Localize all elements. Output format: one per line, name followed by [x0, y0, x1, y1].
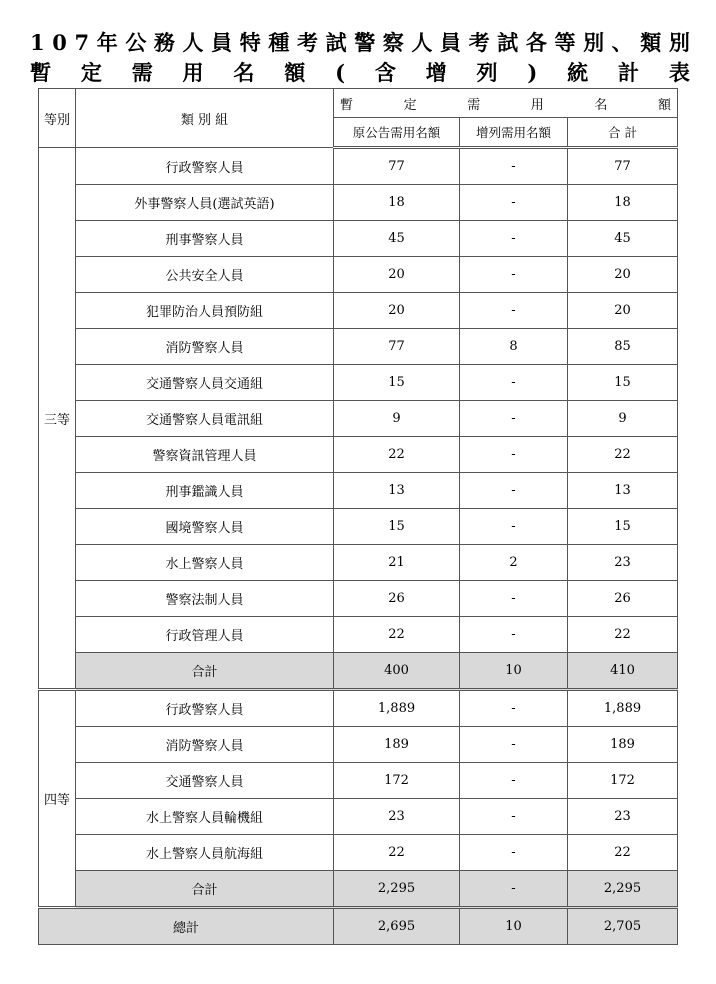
subtotal-row: [39, 653, 678, 690]
original-count-cell: 22: [334, 617, 460, 653]
table-row: [39, 257, 678, 293]
category-cell: 行政管理人員: [76, 617, 334, 653]
table-row: [39, 365, 678, 401]
table-row: [39, 509, 678, 545]
table-row: [39, 401, 678, 437]
table-row: [39, 293, 678, 329]
added-count-cell: -: [460, 473, 568, 509]
added-count-cell: -: [460, 690, 568, 727]
total-count-cell: 26: [568, 581, 678, 617]
original-count-cell: 77: [334, 329, 460, 365]
total-count-cell: 13: [568, 473, 678, 509]
added-count-cell: -: [460, 293, 568, 329]
total-count-cell: 15: [568, 365, 678, 401]
table-row: [39, 221, 678, 257]
original-count-cell: 22: [334, 437, 460, 473]
category-cell: 水上警察人員: [76, 545, 334, 581]
header-original: 原公告需用名額: [334, 118, 460, 148]
total-count-cell: 22: [568, 835, 678, 871]
added-count-cell: 2: [460, 545, 568, 581]
grand-total-label: 總計: [39, 908, 334, 945]
table-row: [39, 835, 678, 871]
original-count-cell: 172: [334, 763, 460, 799]
grand-total-added: 10: [460, 908, 568, 945]
table-row: [39, 799, 678, 835]
table-row: [39, 473, 678, 509]
added-count-cell: -: [460, 401, 568, 437]
category-cell: 警察法制人員: [76, 581, 334, 617]
title-line-2: 暫 定 需 用 名 額 ( 含 增 列 ) 統 計 表: [30, 60, 690, 85]
subtotal-total: 2,295: [568, 871, 678, 908]
table-row: [39, 148, 678, 185]
total-count-cell: 85: [568, 329, 678, 365]
added-count-cell: -: [460, 509, 568, 545]
table-row: [39, 690, 678, 727]
table-row: [39, 545, 678, 581]
original-count-cell: 20: [334, 257, 460, 293]
table-row: [39, 763, 678, 799]
added-count-cell: -: [460, 617, 568, 653]
original-count-cell: 23: [334, 799, 460, 835]
added-count-cell: -: [460, 581, 568, 617]
subtotal-label: 合計: [76, 871, 334, 908]
total-count-cell: 22: [568, 437, 678, 473]
subtotal-label: 合計: [76, 653, 334, 690]
total-count-cell: 15: [568, 509, 678, 545]
quota-table: [38, 88, 678, 945]
category-cell: 行政警察人員: [76, 690, 334, 727]
original-count-cell: 13: [334, 473, 460, 509]
total-count-cell: 18: [568, 185, 678, 221]
grand-total-row: [39, 908, 678, 945]
original-count-cell: 45: [334, 221, 460, 257]
subtotal-row: [39, 871, 678, 908]
original-count-cell: 18: [334, 185, 460, 221]
category-cell: 外事警察人員(選試英語): [76, 185, 334, 221]
added-count-cell: -: [460, 727, 568, 763]
total-count-cell: 23: [568, 799, 678, 835]
total-count-cell: 22: [568, 617, 678, 653]
table-row: [39, 329, 678, 365]
original-count-cell: 15: [334, 365, 460, 401]
table-row: [39, 437, 678, 473]
added-count-cell: -: [460, 221, 568, 257]
total-count-cell: 45: [568, 221, 678, 257]
original-count-cell: 20: [334, 293, 460, 329]
original-count-cell: 21: [334, 545, 460, 581]
added-count-cell: -: [460, 257, 568, 293]
category-cell: 交通警察人員電訊組: [76, 401, 334, 437]
category-cell: 行政警察人員: [76, 148, 334, 185]
original-count-cell: 1,889: [334, 690, 460, 727]
total-count-cell: 20: [568, 257, 678, 293]
total-count-cell: 172: [568, 763, 678, 799]
subtotal-total: 410: [568, 653, 678, 690]
added-count-cell: -: [460, 365, 568, 401]
header-total: 合 計: [568, 118, 678, 148]
header-added: 增列需用名額: [460, 118, 568, 148]
added-count-cell: -: [460, 437, 568, 473]
original-count-cell: 26: [334, 581, 460, 617]
added-count-cell: -: [460, 799, 568, 835]
grade-cell: 三等: [39, 148, 76, 690]
grand-total-total: 2,705: [568, 908, 678, 945]
added-count-cell: -: [460, 148, 568, 185]
category-cell: 刑事鑑識人員: [76, 473, 334, 509]
added-count-cell: -: [460, 763, 568, 799]
added-count-cell: -: [460, 185, 568, 221]
title-line-1: 1 0 7 年 公 務 人 員 特 種 考 試 警 察 人 員 考 試 各 等 別 、 類 別: [30, 30, 690, 55]
added-count-cell: 8: [460, 329, 568, 365]
original-count-cell: 9: [334, 401, 460, 437]
grade-cell: 四等: [39, 690, 76, 908]
category-cell: 消防警察人員: [76, 329, 334, 365]
total-count-cell: 23: [568, 545, 678, 581]
total-count-cell: 189: [568, 727, 678, 763]
category-cell: 水上警察人員航海組: [76, 835, 334, 871]
total-count-cell: 1,889: [568, 690, 678, 727]
original-count-cell: 15: [334, 509, 460, 545]
category-cell: 水上警察人員輪機組: [76, 799, 334, 835]
category-cell: 交通警察人員: [76, 763, 334, 799]
table-row: [39, 581, 678, 617]
category-cell: 交通警察人員交通組: [76, 365, 334, 401]
header-grade: 等別: [39, 89, 76, 148]
subtotal-added: -: [460, 871, 568, 908]
added-count-cell: -: [460, 835, 568, 871]
total-count-cell: 77: [568, 148, 678, 185]
table-row: [39, 727, 678, 763]
category-cell: 消防警察人員: [76, 727, 334, 763]
category-cell: 警察資訊管理人員: [76, 437, 334, 473]
total-count-cell: 20: [568, 293, 678, 329]
total-count-cell: 9: [568, 401, 678, 437]
header-category: 類 別 組: [76, 89, 334, 148]
original-count-cell: 77: [334, 148, 460, 185]
original-count-cell: 22: [334, 835, 460, 871]
category-cell: 刑事警察人員: [76, 221, 334, 257]
header-group: 暫 定 需 用 名 額: [334, 89, 678, 118]
subtotal-original: 400: [334, 653, 460, 690]
table-row: [39, 185, 678, 221]
subtotal-original: 2,295: [334, 871, 460, 908]
grand-total-original: 2,695: [334, 908, 460, 945]
category-cell: 犯罪防治人員預防組: [76, 293, 334, 329]
original-count-cell: 189: [334, 727, 460, 763]
category-cell: 國境警察人員: [76, 509, 334, 545]
category-cell: 公共安全人員: [76, 257, 334, 293]
table-row: [39, 617, 678, 653]
subtotal-added: 10: [460, 653, 568, 690]
